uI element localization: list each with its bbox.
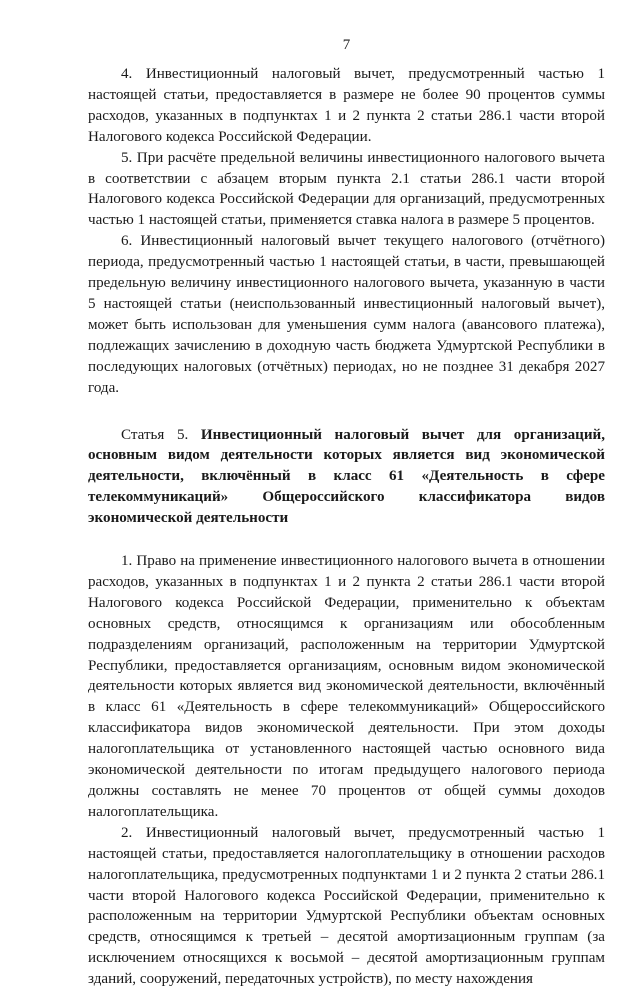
article-heading [88, 425, 605, 530]
paragraph-5: 5. При расчёте предельной величины инвестиционного налогового вычета в соответствии с абзацем вторым пункта 2.1 статьи 286.1 части второй Налогового кодекса Российской Федерации для организаций, предусмотренных частью 1 настоящей статьи, применяется ставка налога в размере 5 процентов. [88, 149, 605, 229]
article-paragraph-1: 1. Право на применение инвестиционного налогового вычета в отношении расходов, указанных в подпунктах 1 и 2 пункта 2 статьи 286.1 части второй Налогового кодекса Российской Федерации, применительно к объектам основных средств, относящимся к организациям или обособленным подразделениям организаций, расположенным на территории Удмуртской Республики, предоставляется организациям, основным видом экономической деятельности которых является вид экономической деятельности, включённый в класс 61 «Деятельность в сфере телекоммуникаций» Общероссийского классификатора видов экономической деятельности. При этом доходы налогоплательщика от установленного настоящей частью основного вида экономической деятельности по итогам предыдущего налогового периода должны составлять не менее 70 процентов от общей суммы доходов налогоплательщика. [88, 553, 605, 820]
paragraph-6: 6. Инвестиционный налоговый вычет текущего налогового (отчётного) периода, предусмотренный частью 1 настоящей статьи, в части, превышающей предельную величину инвестиционного налогового вычета, указанную в части 5 настоящей статьи (неиспользованный инвестиционный налоговый вычет), может быть использован для уменьшения сумм налога (авансового платежа), подлежащих зачислению в доходную часть бюджета Удмуртской Республики в последующих налоговых (отчётных) периодах, но не позднее 31 декабря 2027 года. [88, 233, 605, 396]
paragraph-4: 4. Инвестиционный налоговый вычет, предусмотренный частью 1 настоящей статьи, предоставляется в размере не более 90 процентов суммы расходов, указанных в подпунктах 1 и 2 пункта 2 статьи 286.1 части второй Налогового кодекса Российской Федерации. [88, 66, 605, 145]
article-paragraph-2: 2. Инвестиционный налоговый вычет, предусмотренный частью 1 настоящей статьи, предоставляется налогоплательщику в отношении расходов налогоплательщика, предусмотренных подпунктами 1 и 2 пункта 2 статьи 286.1 части второй Налогового кодекса Российской Федерации, применительно к расположенным на территории Удмуртской Республики объектам основных средств, относящимся к третьей – десятой амортизационным группам (за исключением относящихся к восьмой – десятой амортизационным группам зданий, сооружений, передаточных устройств), по месту нахождения [88, 824, 605, 988]
article-label: Статья 5. [121, 426, 189, 443]
page-number: 7 [342, 37, 351, 53]
article-title: Инвестиционный налоговый вычет для организаций, основным видом деятельности которых является вид экономической деятельности, включённый в класс 61 «Деятельность в сфере телекоммуникаций» Общероссийского классификатора видов экономической деятельности [88, 426, 605, 527]
document-body [88, 64, 605, 990]
